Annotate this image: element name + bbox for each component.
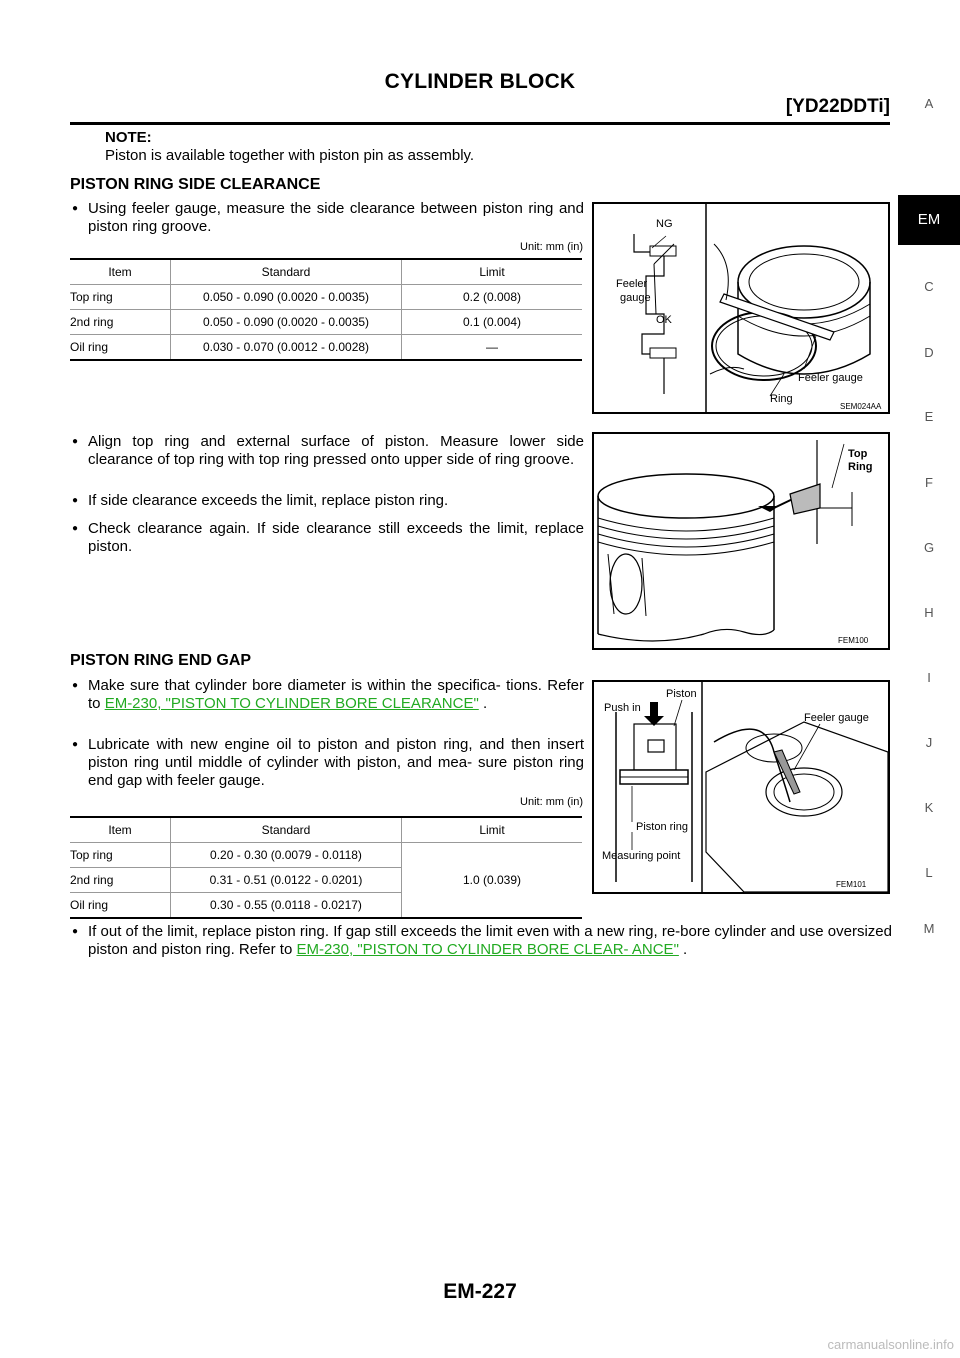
figure-end-gap	[592, 680, 890, 894]
cell-standard: 0.050 - 0.090 (0.0020 - 0.0035)	[171, 285, 402, 310]
engine-model: [YD22DDTi]	[785, 96, 890, 117]
link-piston-to-bore-clearance[interactable]: EM-230, "PISTON TO CYLINDER BORE CLEARANCE"	[104, 695, 479, 712]
col-item: Item	[70, 817, 171, 843]
cell-limit: 0.1 (0.004)	[402, 310, 583, 335]
side-clearance-table	[70, 258, 582, 361]
col-item: Item	[70, 259, 171, 285]
cell-item: 2nd ring	[70, 868, 171, 893]
col-standard: Standard	[171, 817, 402, 843]
note-label: NOTE:	[105, 129, 152, 146]
cell-item: Oil ring	[70, 335, 171, 361]
figure-code: SEM024AA	[840, 402, 882, 411]
side-index-m[interactable]: M	[923, 921, 935, 936]
side-index-j[interactable]: J	[925, 735, 933, 750]
section-heading-side-clearance: PISTON RING SIDE CLEARANCE	[70, 176, 321, 193]
side-clearance-step-3: ● If side clearance exceeds the limit, replace piston ring.	[88, 492, 584, 510]
cell-item: Top ring	[70, 285, 171, 310]
cell-standard: 0.30 - 0.55 (0.0118 - 0.0217)	[171, 893, 402, 919]
side-clearance-step-2: ● Align top ring and external surface of piston. Measure lower side clearance of top ring with top ring pressed onto upper side of ring groove.	[88, 433, 584, 469]
side-index-f[interactable]: F	[925, 475, 933, 490]
end-gap-step-1-text: Make sure that cylinder bore diameter is within the specifica- tions. Refer to	[88, 677, 584, 712]
note-text: Piston is available together with piston pin as assembly.	[105, 147, 475, 164]
side-index-l[interactable]: L	[925, 865, 933, 880]
label-feeler: Feeler	[616, 278, 648, 290]
figure-top-ring	[592, 432, 890, 650]
label-ring: Ring	[848, 461, 873, 473]
cell-item: 2nd ring	[70, 310, 171, 335]
label-gauge: gauge	[620, 292, 651, 304]
watermark: carmanualsonline.info	[827, 1337, 954, 1352]
cell-standard: 0.030 - 0.070 (0.0012 - 0.0028)	[171, 335, 402, 361]
side-index-em-active[interactable]: EM	[898, 195, 960, 245]
end-gap-step-1-end: .	[478, 695, 488, 712]
table-row	[70, 843, 582, 868]
end-gap-step-3-end: .	[678, 941, 688, 958]
table-row	[70, 310, 582, 335]
label-ok: OK	[656, 314, 672, 326]
side-clearance-step-1: ● Using feeler gauge, measure the side clearance between piston ring and piston ring groove.	[88, 200, 584, 236]
cell-item: Top ring	[70, 843, 171, 868]
label-push-in: Push in	[604, 702, 641, 714]
side-index-a[interactable]: A	[924, 96, 934, 111]
side-index-d[interactable]: D	[924, 345, 934, 360]
side-index-i[interactable]: I	[927, 670, 931, 685]
page-number: EM-227	[443, 1280, 517, 1303]
side-index-c[interactable]: C	[924, 279, 934, 294]
label-ng: NG	[656, 218, 673, 230]
cell-limit: 1.0 (0.039)	[402, 843, 583, 919]
end-gap-step-2: ● Lubricate with new engine oil to piston and piston ring, and then insert piston ring until middle of cylinder with piston, and mea- sure piston ring end gap with feeler gauge.	[88, 736, 584, 790]
label-measuring-point: Measuring point	[602, 850, 681, 862]
table-row	[70, 335, 582, 361]
end-gap-unit: Unit: mm (in)	[520, 796, 583, 808]
section-heading-end-gap: PISTON RING END GAP	[70, 652, 252, 669]
side-clearance-unit: Unit: mm (in)	[520, 241, 583, 253]
table-row	[70, 285, 582, 310]
label-ring: Ring	[770, 393, 793, 405]
end-gap-step-3	[88, 923, 892, 959]
header-rule	[70, 122, 890, 125]
link-piston-to-bore-clearance-2[interactable]: EM-230, "PISTON TO CYLINDER BORE CLEAR- ANCE"	[296, 941, 679, 958]
cell-limit: —	[402, 335, 583, 361]
col-standard: Standard	[171, 259, 402, 285]
cell-standard: 0.050 - 0.090 (0.0020 - 0.0035)	[171, 310, 402, 335]
col-limit: Limit	[402, 817, 583, 843]
label-feeler-gauge: Feeler gauge	[804, 712, 869, 724]
figure-code: FEM101	[836, 880, 867, 889]
table-header-row	[70, 259, 582, 285]
side-index-k[interactable]: K	[924, 800, 934, 815]
end-gap-step-3-text: If out of the limit, replace piston ring. If gap still exceeds the limit even with a new ring, re-bore cylinder and use oversized piston and piston ring. Refer to	[88, 923, 892, 958]
figure-code: FEM100	[838, 636, 869, 645]
page-title: CYLINDER BLOCK	[384, 70, 576, 93]
end-gap-table	[70, 816, 582, 919]
end-gap-step-1	[88, 677, 584, 713]
label-piston: Piston	[666, 688, 697, 700]
cell-standard: 0.31 - 0.51 (0.0122 - 0.0201)	[171, 868, 402, 893]
piston-top-ring-illustration	[594, 434, 888, 648]
side-index-h[interactable]: H	[924, 605, 934, 620]
cell-limit: 0.2 (0.008)	[402, 285, 583, 310]
label-piston-ring: Piston ring	[636, 821, 688, 833]
cell-standard: 0.20 - 0.30 (0.0079 - 0.0118)	[171, 843, 402, 868]
label-top: Top	[848, 448, 868, 460]
side-index-e[interactable]: E	[924, 409, 934, 424]
side-clearance-step-4: ● Check clearance again. If side clearance still exceeds the limit, replace piston.	[88, 520, 584, 556]
col-limit: Limit	[402, 259, 583, 285]
cell-item: Oil ring	[70, 893, 171, 919]
label-feeler-gauge: Feeler gauge	[798, 372, 863, 384]
figure-side-clearance	[592, 202, 890, 414]
side-index-g[interactable]: G	[923, 540, 935, 555]
table-header-row	[70, 817, 582, 843]
